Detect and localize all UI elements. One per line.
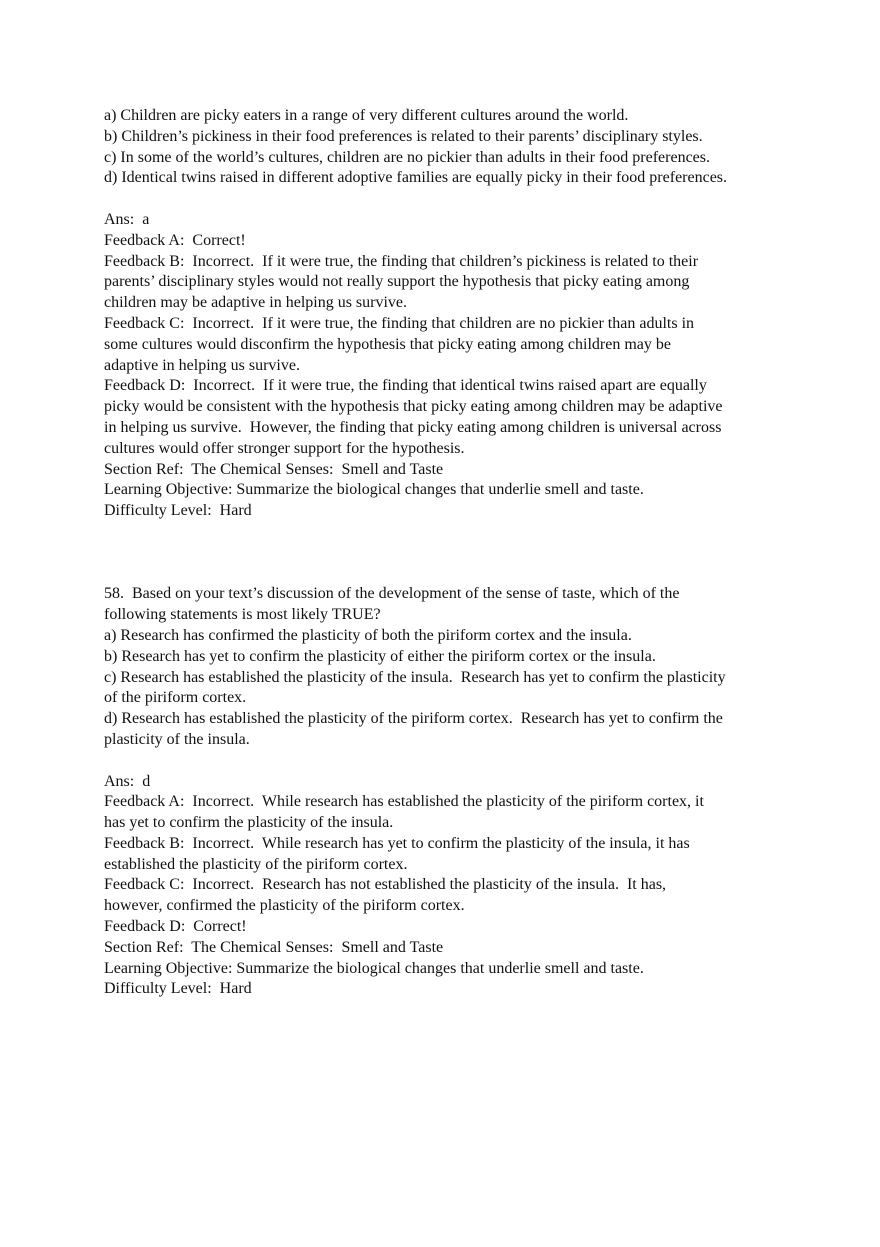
difficulty-level: Difficulty Level: Hard (104, 980, 252, 998)
answer-line: Ans: a (104, 210, 150, 228)
option-line: d) Research has established the plasticity of the piriform cortex. Research has yet to confirm the (104, 710, 723, 728)
feedback-line: Feedback C: Incorrect. If it were true, the finding that children are no pickier than adults in (104, 314, 695, 332)
option-c: c) In some of the world’s cultures, children are no pickier than adults in their food preferences. (104, 148, 711, 166)
feedback-line: in helping us survive. However, the finding that picky eating among children is universal across (104, 418, 722, 436)
feedback-line: Feedback C: Incorrect. Research has not established the plasticity of the insula. It has, (104, 876, 667, 894)
feedback-line: Feedback D: Incorrect. If it were true, the finding that identical twins raised apart are equally (104, 377, 707, 395)
option-b: b) Children’s pickiness in their food preferences is related to their parents’ disciplinary styles. (104, 127, 703, 145)
feedback-line: children may be adaptive in helping us survive. (104, 294, 408, 312)
difficulty-level: Difficulty Level: Hard (104, 502, 252, 520)
question-58-options (104, 626, 794, 751)
answer-line: Ans: d (104, 772, 151, 790)
feedback-line: Feedback A: Correct! (104, 231, 246, 249)
feedback-line: adaptive in helping us survive. (104, 356, 300, 374)
feedback-line: cultures would offer stronger support for the hypothesis. (104, 439, 465, 457)
section-ref: Section Ref: The Chemical Senses: Smell and Taste (104, 938, 444, 956)
option-line: b) Research has yet to confirm the plasticity of either the piriform cortex or the insula. (104, 647, 656, 665)
option-line: of the piriform cortex. (104, 689, 247, 707)
feedback-line: Feedback A: Incorrect. While research has established the plasticity of the piriform cortex, it (104, 793, 704, 811)
feedback-line: picky would be consistent with the hypothesis that picky eating among children may be adaptive (104, 398, 723, 416)
option-d: d) Identical twins raised in different adoptive families are equally picky in their food preferences. (104, 169, 728, 187)
option-a: a) Children are picky eaters in a range of very different cultures around the world. (104, 107, 629, 124)
question-58-answer-block (104, 772, 794, 1001)
feedback-line: Feedback D: Correct! (104, 918, 247, 936)
feedback-line: however, confirmed the plasticity of the piriform cortex. (104, 897, 465, 915)
spacer (104, 522, 794, 584)
question-58-stem (104, 584, 794, 626)
option-line: a) Research has confirmed the plasticity of both the piriform cortex and the insula. (104, 626, 632, 644)
feedback-line: Feedback B: Incorrect. If it were true, the finding that children’s pickiness is related to their (104, 252, 699, 270)
feedback-line: Feedback B: Incorrect. While research has yet to confirm the plasticity of the insula, it has (104, 834, 690, 852)
option-line: plasticity of the insula. (104, 730, 250, 748)
learning-objective: Learning Objective: Summarize the biological changes that underlie smell and taste. (104, 959, 644, 977)
spacer (104, 189, 794, 210)
feedback-line: has yet to confirm the plasticity of the insula. (104, 814, 394, 832)
document-page (104, 106, 794, 1000)
question-stem-line: following statements is most likely TRUE? (104, 606, 381, 624)
question-stem-line: 58. Based on your text’s discussion of the development of the sense of taste, which of the (104, 585, 680, 603)
section-ref: Section Ref: The Chemical Senses: Smell and Taste (104, 460, 444, 478)
feedback-line: parents’ disciplinary styles would not really support the hypothesis that picky eating among (104, 273, 690, 291)
feedback-line: established the plasticity of the piriform cortex. (104, 855, 408, 873)
option-line: c) Research has established the plasticity of the insula. Research has yet to confirm the plasticity (104, 668, 726, 686)
spacer (104, 751, 794, 772)
question-57-options (104, 106, 794, 189)
learning-objective: Learning Objective: Summarize the biological changes that underlie smell and taste. (104, 481, 644, 499)
feedback-line: some cultures would disconfirm the hypothesis that picky eating among children may be (104, 335, 671, 353)
question-57-answer-block (104, 210, 794, 522)
